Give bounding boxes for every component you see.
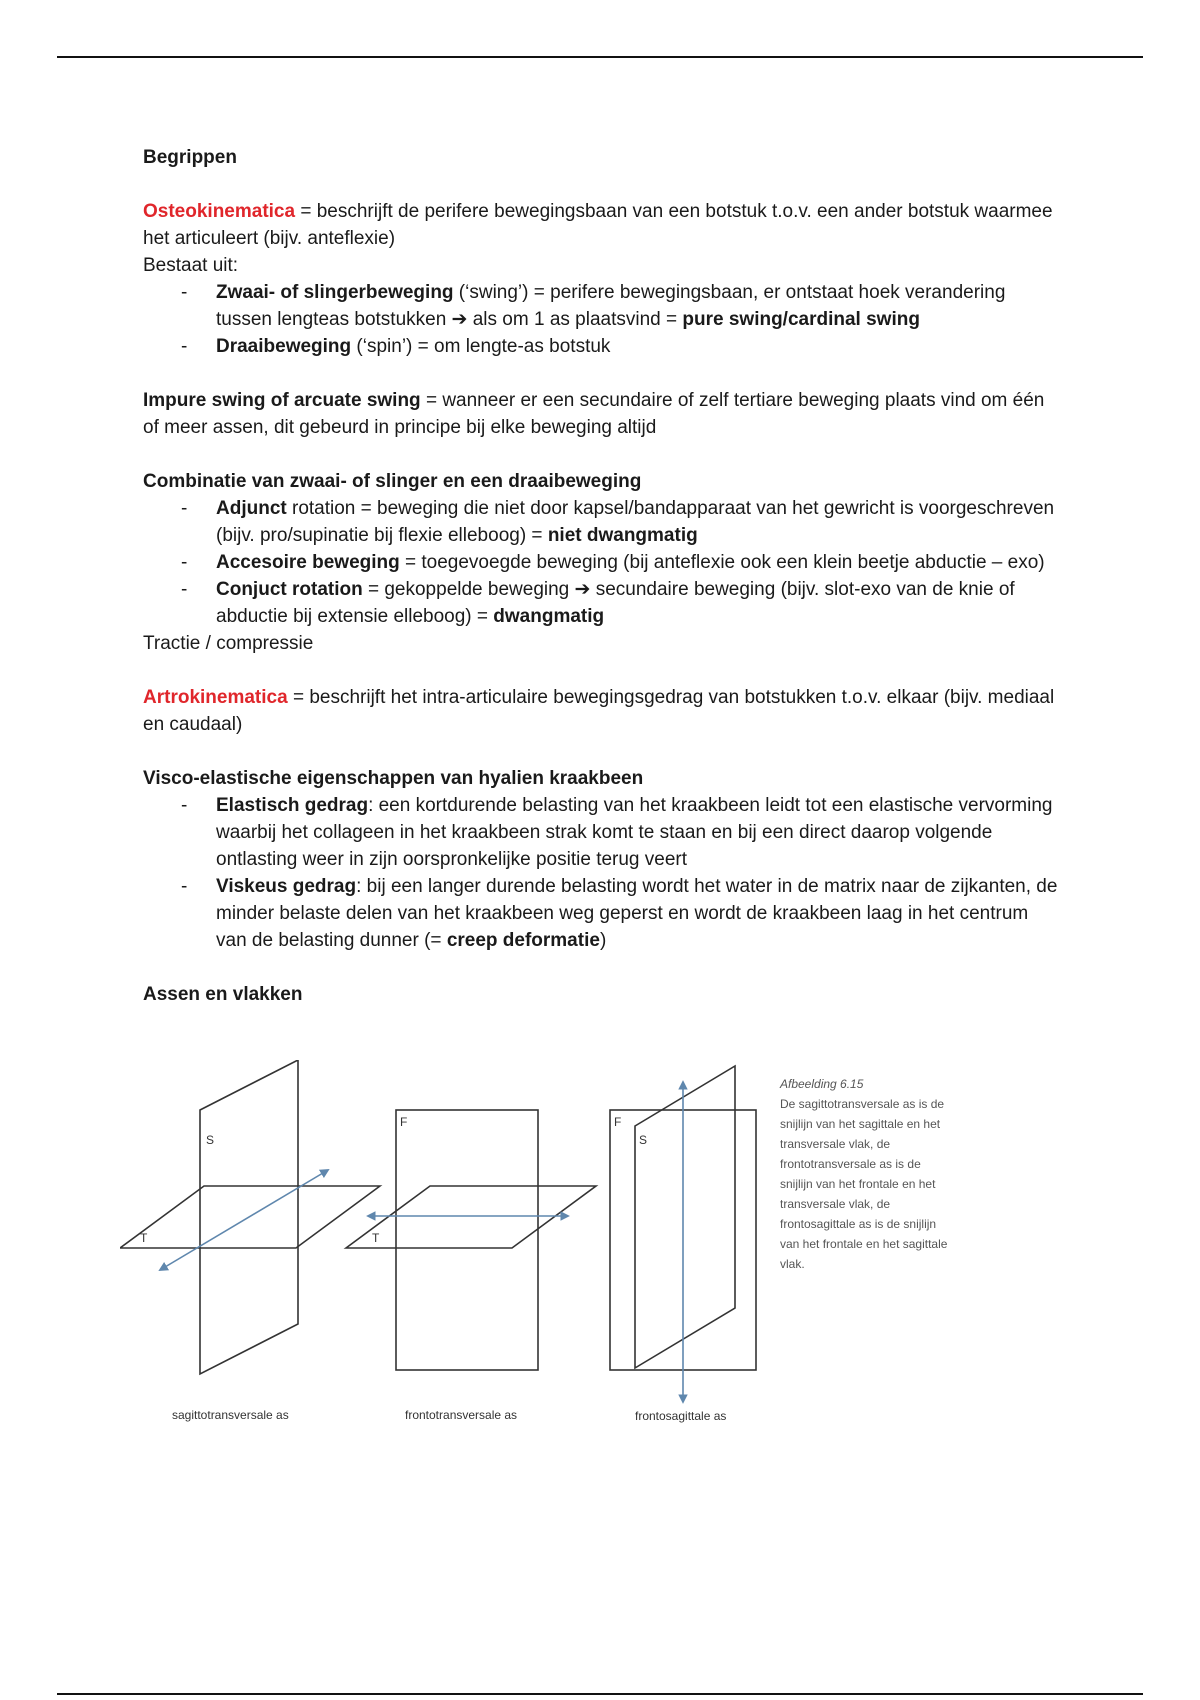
- list-item: - Zwaai- of slingerbeweging (‘swing’) = perifere bewegingsbaan, er ontstaat hoek verandering tussen lengteas botstukken ➔ als om 1 as plaatsvind = pure swing/cardinal swing: [143, 279, 1063, 333]
- list-item: - Accesoire beweging = toegevoegde beweging (bij anteflexie ook een klein beetje abductie – exo): [143, 549, 1063, 576]
- label-s-1: S: [206, 1133, 215, 1147]
- figure-caption-title: Afbeelding 6.15: [780, 1077, 864, 1091]
- osteo-term: Osteokinematica: [143, 201, 296, 222]
- list-item: - Viskeus gedrag: bij een langer durende belasting wordt het water in de matrix naar de zijkanten, de minder belaste delen van het kraakbeen weg geperst en wordt de kraakbeen laag in het centrum van de belasting dunner (= creep deformatie): [143, 873, 1063, 954]
- sagittotransverse-axis: [160, 1170, 328, 1270]
- axes-heading: Assen en vlakken: [143, 984, 303, 1005]
- axes-planes-figure: [120, 1060, 1080, 1430]
- osteo-consists: Bestaat uit:: [143, 255, 239, 276]
- artro-term: Artrokinematica: [143, 687, 288, 708]
- frontal-plane-2: [396, 1110, 538, 1370]
- impure-swing-paragraph: Impure swing of arcuate swing = wanneer er een secundaire of zelf tertiare beweging plaats vind om één of meer assen, dit gebeurd in principe bij elke beweging altijd: [143, 390, 1045, 438]
- section-heading: Begrippen: [143, 147, 237, 168]
- combination-heading: Combinatie van zwaai- of slinger en een draaibeweging: [143, 471, 642, 492]
- label-t-2: T: [372, 1231, 380, 1245]
- list-item: - Conjuct rotation = gekoppelde beweging ➔ secundaire beweging (bijv. slot-exo van de knie of abductie bij extensie elleboog) = dwangmatig: [143, 576, 1063, 630]
- document-body: [143, 144, 1063, 1008]
- footer-rule: [57, 1693, 1143, 1695]
- figure-caption: [780, 1074, 950, 1274]
- list-item: - Draaibeweging (‘spin’) = om lengte-as botstuk: [143, 333, 1063, 360]
- transverse-plane-2: [346, 1186, 596, 1248]
- tractie-line: Tractie / compressie: [143, 633, 314, 654]
- combination-list: [143, 495, 1063, 630]
- caption-frontotransversale: frontotransversale as: [405, 1408, 518, 1422]
- label-f-2: F: [400, 1115, 408, 1129]
- list-item: - Elastisch gedrag: een kortdurende belasting van het kraakbeen leidt tot een elastische vervorming waarbij het collageen in het kraakbeen strak komt te staan en bij een direct daarop volgende ontlasting weer in zijn oorspronkelijke positie terug veert: [143, 792, 1063, 873]
- list-item: - Adjunct rotation = beweging die niet door kapsel/bandapparaat van het gewricht is voorgeschreven (bijv. pro/supinatie bij flexie elleboog) = niet dwangmatig: [143, 495, 1063, 549]
- visco-list: [143, 792, 1063, 954]
- label-t-1: T: [140, 1231, 148, 1245]
- visco-heading: Visco-elastische eigenschappen van hyalien kraakbeen: [143, 768, 644, 789]
- caption-sagittotransversale: sagittotransversale as: [172, 1408, 289, 1422]
- label-f-3: F: [614, 1115, 622, 1129]
- label-s-3: S: [639, 1133, 648, 1147]
- artro-definition: Artrokinematica = beschrijft het intra-articulaire bewegingsgedrag van botstukken t.o.v. elkaar (bijv. mediaal en caudaal): [143, 687, 1055, 735]
- caption-frontosagittale: frontosagittale as: [635, 1409, 727, 1423]
- osteo-definition: Osteokinematica = beschrijft de perifere bewegingsbaan van een botstuk t.o.v. een ander botstuk waarmee het articuleert (bijv. anteflexie): [143, 201, 1053, 249]
- osteo-list: [143, 279, 1063, 360]
- sagittal-plane-3: [635, 1066, 735, 1368]
- figure-caption-text: De sagittotransversale as is de snijlijn van het sagittale en het transversale vlak, de frontotransversale as is de snijlijn van het frontale en het transversale vlak, de frontosagittale as is de snijlijn van het frontale en het sagittale vlak.: [780, 1097, 948, 1271]
- header-rule: [57, 56, 1143, 58]
